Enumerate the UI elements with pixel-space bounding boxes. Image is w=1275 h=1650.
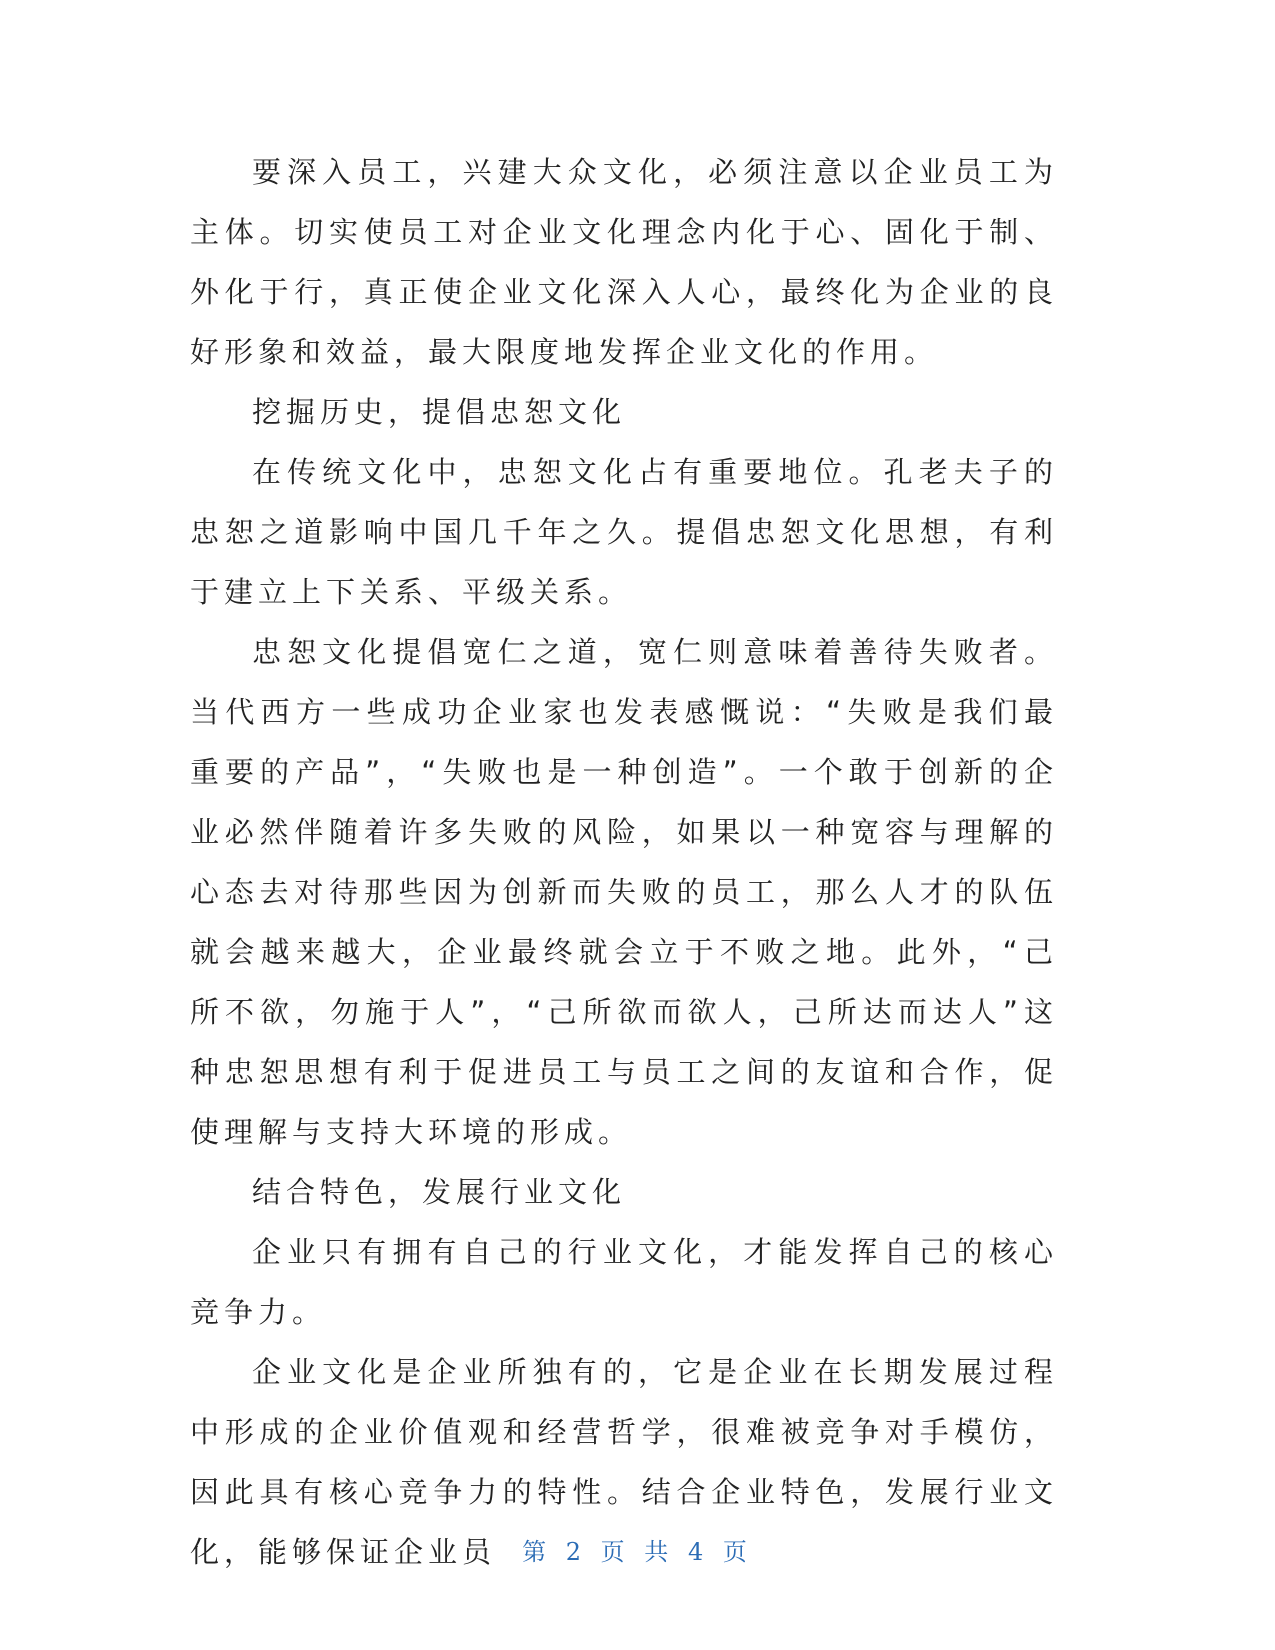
page-footer (0, 1532, 1275, 1567)
paragraph-employee-culture: 要深入员工，兴建大众文化，必须注意以企业员工为主体。切实使员工对企业文化理念内化于心、固化于制、外化于行，真正使企业文化深入人心，最终化为企业的良好形象和效益，最大限度地发挥企业文化的作用。 (190, 155, 1058, 369)
paragraph-core-competitiveness: 企业只有拥有自己的行业文化，才能发挥自己的核心竞争力。 (190, 1235, 1058, 1329)
page-number-label: 第 2 页 共 4 页 (522, 1538, 753, 1566)
section-heading-loyalty-culture: 挖掘历史，提倡忠恕文化 (252, 395, 627, 429)
paragraph-traditional-culture: 在传统文化中，忠恕文化占有重要地位。孔老夫子的忠恕之道影响中国几千年之久。提倡忠恕文化思想，有利于建立上下关系、平级关系。 (190, 455, 1058, 609)
section-heading-industry-culture: 结合特色，发展行业文化 (252, 1175, 627, 1209)
document-body (190, 142, 1058, 1582)
paragraph-unique-culture: 企业文化是企业所独有的，它是企业在长期发展过程中形成的企业价值观和经营哲学，很难被竞争对手模仿，因此具有核心竞争力的特性。结合企业特色，发展行业文化，能够保证企业员 (190, 1355, 1058, 1569)
paragraph-tolerance-failure: 忠恕文化提倡宽仁之道，宽仁则意味着善待失败者。当代西方一些成功企业家也发表感慨说：“失败是我们最重要的产品”，“失败也是一种创造”。一个敢于创新的企业必然伴随着许多失败的风险，如果以一种宽容与理解的心态去对待那些因为创新而失败的员工，那么人才的队伍就会越来越大，企业最终就会立于不败之地。此外，“己所不欲，勿施于人”，“己所欲而欲人，己所达而达人”这种忠恕思想有利于促进员工与员工之间的友谊和合作，促使理解与支持大环境的形成。 (190, 635, 1058, 1149)
